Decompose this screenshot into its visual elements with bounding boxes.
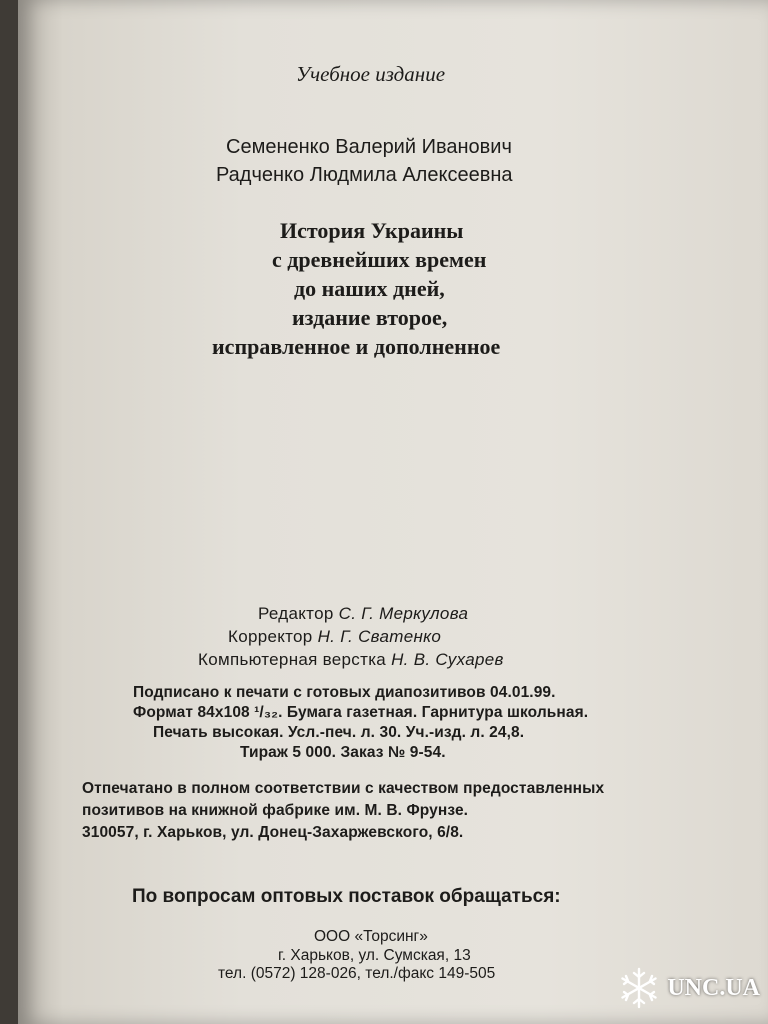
series-label: Учебное издание [296, 62, 446, 86]
credit-editor [258, 604, 468, 624]
title-line-1: История Украины [280, 218, 464, 243]
book-page [18, 0, 768, 1024]
print-info-line: Тираж 5 000. Заказ № 9-54. [240, 744, 446, 761]
credit-person: Н. В. Сухарев [391, 650, 504, 669]
contact-phone: тел. (0572) 128-026, тел./факс 149-505 [218, 965, 496, 982]
print-info-line: Печать высокая. Усл.-печ. л. 30. Уч.-изд. л. 24,8. [153, 724, 525, 741]
title-line-2: с древнейших времен [272, 247, 487, 272]
credit-layout [198, 650, 504, 670]
credit-role: Редактор [258, 604, 334, 623]
credit-person: С. Г. Меркулова [338, 604, 469, 623]
watermark-text: UNC.UA [667, 974, 760, 1001]
credit-role: Корректор [228, 627, 313, 646]
printer-info-line: 310057, г. Харьков, ул. Донец-Захаржевского, 6/8. [82, 824, 464, 841]
printer-info-line: Отпечатано в полном соответствии с качеством предоставленных [82, 780, 605, 797]
contact-address: г. Харьков, ул. Сумская, 13 [278, 947, 471, 964]
title-line-4: издание второе, [292, 305, 448, 330]
print-info-line: Подписано к печати с готовых диапозитивов 04.01.99. [133, 684, 556, 701]
snowflake-icon [617, 966, 661, 1010]
print-info-line: Формат 84x108 ¹/₃₂. Бумага газетная. Гарнитура школьная. [133, 704, 589, 721]
title-line-3: до наших дней, [294, 276, 445, 301]
printer-info-line: позитивов на книжной фабрике им. М. В. Фрунзе. [82, 802, 469, 819]
contact-company: ООО «Торсинг» [314, 928, 428, 945]
credit-person: Н. Г. Сватенко [317, 627, 442, 646]
site-watermark [617, 966, 760, 1010]
credit-role: Компьютерная верстка [198, 650, 387, 669]
author-1: Семененко Валерий Иванович [226, 136, 512, 158]
credit-corrector [228, 627, 441, 647]
title-line-5: исправленное и дополненное [212, 334, 501, 359]
wholesale-heading: По вопросам оптовых поставок обращаться: [132, 886, 561, 907]
author-2: Радченко Людмила Алексеевна [216, 164, 513, 186]
